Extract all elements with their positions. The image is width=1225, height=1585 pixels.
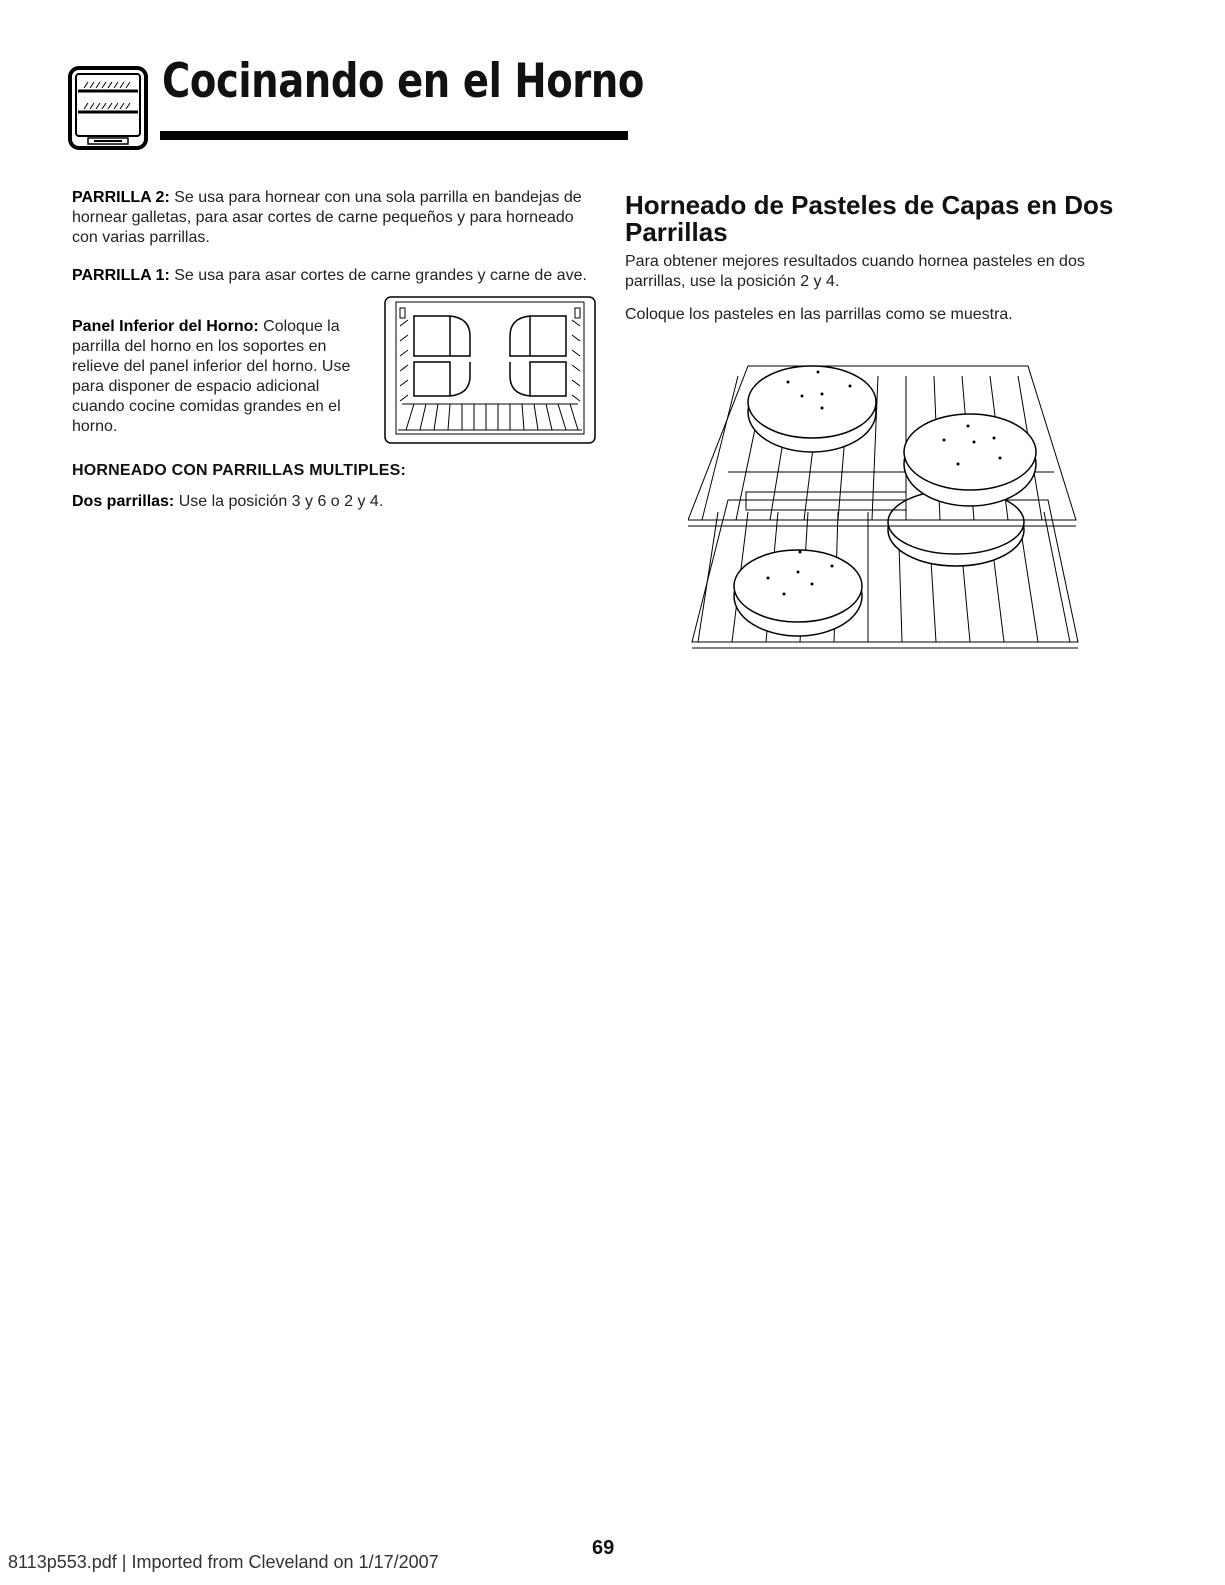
bottom-panel-description (72, 317, 372, 437)
bottom-panel-text: Coloque la parrilla del horno en los soportes en relieve del panel inferior del horno. Use para disponer de espacio adicional cuando cocine comidas grandes en el horno. (72, 318, 351, 435)
rack-2-text: Se usa para hornear con una sola parrilla en bandejas de hornear galletas, para asar cortes de carne pequeños y para horneado con varias parrillas. (72, 189, 582, 246)
placement-text: Coloque los pasteles en las parrillas como se muestra. (625, 306, 1013, 323)
multi-rack-heading: HORNEADO CON PARRILLAS MULTIPLES: (72, 462, 406, 479)
layer-cakes-heading: Horneado de Pasteles de Capas en Dos Parrillas (625, 190, 1114, 247)
title-underline (160, 131, 628, 140)
bottom-panel-term: Panel Inferior del Horno: (72, 318, 259, 335)
oven-racks-icon (68, 66, 148, 150)
best-results-text: Para obtener mejores resultados cuando hornea pasteles en dos parrillas, use la posición 2 y 4. (625, 253, 1085, 290)
footer-import-note: 8113p553.pdf | Imported from Cleveland on 1/17/2007 (8, 1552, 439, 1572)
two-rack-cake-layout-diagram (688, 352, 1080, 652)
two-racks-description (72, 492, 592, 512)
two-racks-text: Use la posición 3 y 6 o 2 y 4. (174, 493, 384, 510)
rack-1-description (72, 266, 592, 286)
page-title: Cocinando en el Horno (162, 54, 644, 109)
rack-2-term: PARRILLA 2: (72, 189, 170, 206)
two-racks-term: Dos parrillas: (72, 493, 175, 510)
rack-2-description (72, 188, 592, 248)
page-number: 69 (592, 1537, 615, 1559)
rack-1-term: PARRILLA 1: (72, 267, 170, 284)
rack-1-text: Se usa para asar cortes de carne grandes y carne de ave. (169, 267, 587, 284)
oven-bottom-panel-rack-diagram (384, 296, 596, 444)
